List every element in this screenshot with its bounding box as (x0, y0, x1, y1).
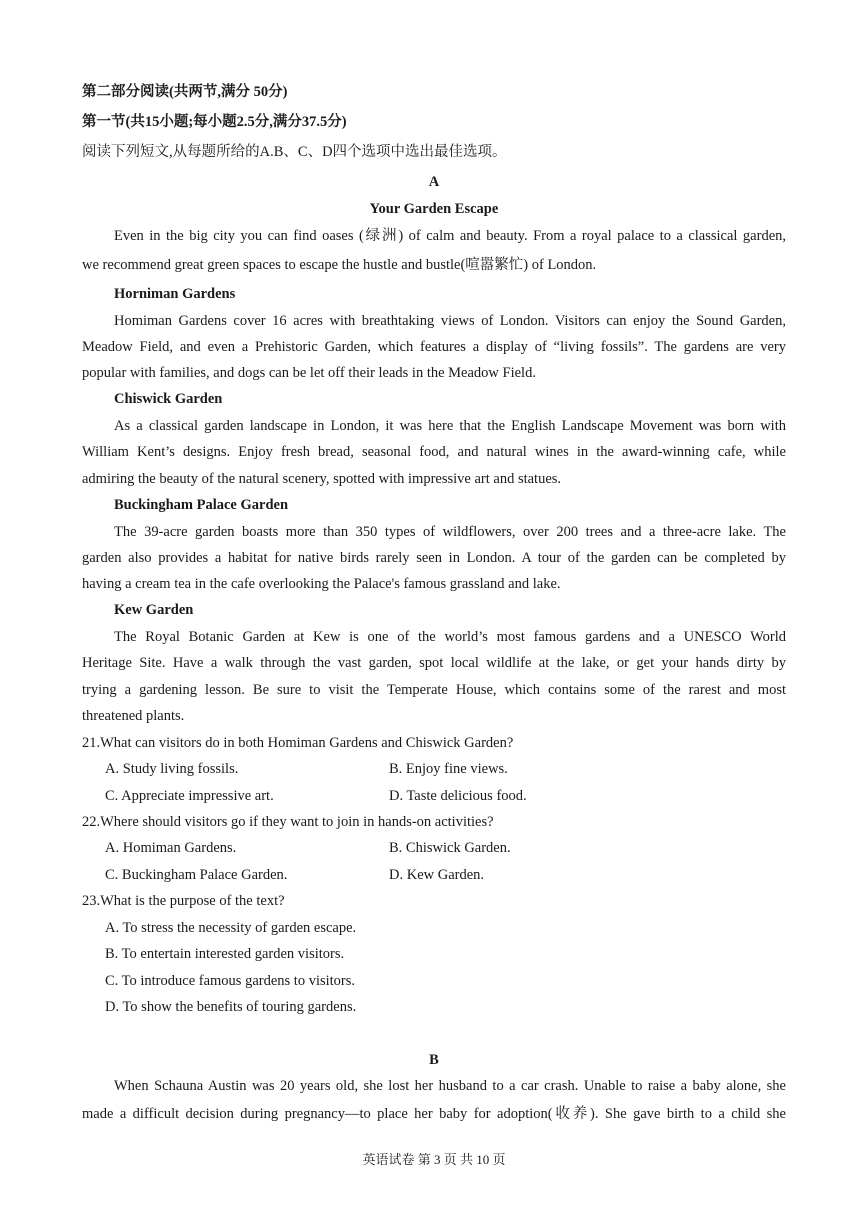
intro-line: Even in the big city you can find oases (绿洲) of calm and beauty. From a royal palace to a classical garden, (114, 228, 786, 244)
garden-text-line: William Kent’s designs. Enjoy fresh bread, seasonal food, and natural wines in the award-winning cafe, while (82, 444, 786, 460)
passage-b-line: made a difficult decision during pregnancy—to place her baby for adoption(收养). She gave birth to a child she (82, 1106, 786, 1122)
passage-a-letter: A (428, 174, 440, 190)
garden-text-line: having a cream tea in the cafe overlooking the Palace's famous grassland and lake. (82, 576, 561, 592)
answer-option: A. Study living fossils. (105, 761, 239, 777)
answer-option: C. Appreciate impressive art. (105, 788, 274, 804)
intro-line: we recommend great green spaces to escape the hustle and bustle(喧嚣繁忙) of London. (82, 257, 597, 273)
answer-option: B. Chiswick Garden. (389, 840, 511, 856)
passage-b-letter: B (429, 1052, 439, 1068)
garden-text-line: trying a gardening lesson. Be sure to visit the Temperate House, which contains some of the rarest and most (82, 682, 786, 698)
garden-text-line: threatened plants. (82, 708, 185, 724)
garden-text-line: Homiman Gardens cover 16 acres with breathtaking views of London. Visitors can enjoy the Sound Garden, (114, 313, 786, 329)
garden-text-line: admiring the beauty of the natural scenery, spotted with impressive art and statues. (82, 471, 562, 487)
garden-text-line: Heritage Site. Have a walk through the vast garden, spot local wildlife at the lake, or get your hands dirty by (82, 655, 786, 671)
question-stem: 22.Where should visitors go if they want to join in hands-on activities? (82, 814, 494, 830)
part-heading: 第二部分阅读(共两节,满分 50分) (82, 84, 288, 100)
garden-text-line: The Royal Botanic Garden at Kew is one of the world’s most famous gardens and a UNESCO World (114, 629, 786, 645)
garden-heading: Chiswick Garden (114, 391, 223, 407)
garden-text-line: As a classical garden landscape in London, it was here that the English Landscape Movement was born with (114, 418, 786, 434)
garden-heading: Buckingham Palace Garden (114, 497, 289, 513)
garden-heading: Kew Garden (114, 602, 194, 618)
garden-text-line: Meadow Field, and even a Prehistoric Garden, which features a display of “living fossils”. The gardens are very (82, 339, 786, 355)
page-footer: 英语试卷 第 3 页 共 10 页 (362, 1152, 506, 1167)
answer-option: B. Enjoy fine views. (389, 761, 508, 777)
passage-b-line: When Schauna Austin was 20 years old, she lost her husband to a car crash. Unable to raise a baby alone, she (114, 1078, 786, 1094)
garden-heading: Horniman Gardens (114, 286, 236, 302)
garden-text-line: popular with families, and dogs can be let off their leads in the Meadow Field. (82, 365, 536, 381)
passage-a-title: Your Garden Escape (369, 201, 499, 217)
answer-option: A. Homiman Gardens. (105, 840, 237, 856)
answer-option: C. Buckingham Palace Garden. (105, 867, 288, 883)
answer-option: B. To entertain interested garden visitors. (105, 946, 345, 962)
instruction-text: 阅读下列短文,从每题所给的A.B、C、D四个选项中选出最佳选项。 (82, 144, 507, 160)
question-stem: 21.What can visitors do in both Homiman Gardens and Chiswick Garden? (82, 735, 514, 751)
garden-text-line: garden also provides a habitat for native birds rarely seen in London. A tour of the garden can be completed by (82, 550, 786, 566)
question-stem: 23.What is the purpose of the text? (82, 893, 285, 909)
answer-option: C. To introduce famous gardens to visitors. (105, 973, 356, 989)
garden-text-line: The 39-acre garden boasts more than 350 types of wildflowers, over 200 trees and a three-acre lake. The (114, 524, 786, 540)
answer-option: D. Taste delicious food. (389, 788, 527, 804)
answer-option: D. Kew Garden. (389, 867, 485, 883)
section-heading: 第一节(共15小题;每小题2.5分,满分37.5分) (82, 114, 347, 130)
answer-option: D. To show the benefits of touring gardens. (105, 999, 357, 1015)
answer-option: A. To stress the necessity of garden escape. (105, 920, 357, 936)
